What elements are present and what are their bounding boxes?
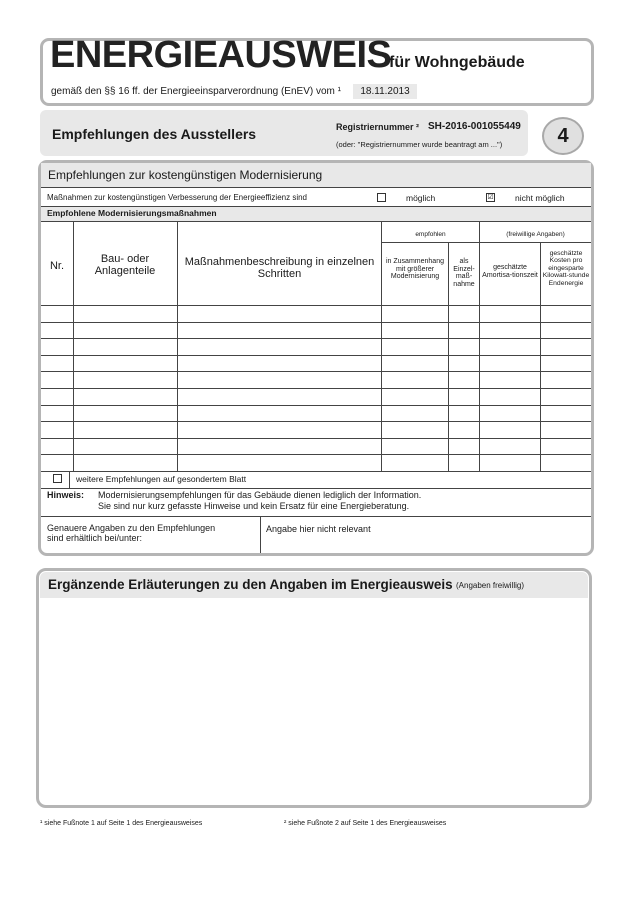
supplementary-optional-note: (Angaben freiwillig) [456, 581, 525, 590]
hint-text [98, 490, 421, 512]
check-icon: ☑ [487, 194, 494, 201]
page-number-badge: 4 [542, 117, 584, 155]
column-header-single: als Einzel-maß-nahme [453, 258, 475, 289]
more-info-line-2: sind erhältlich bei/unter: [47, 533, 143, 544]
document-title: ENERGIEAUSWEIS [50, 34, 392, 76]
measures-text: Maßnahmen zur kostengünstigen Verbesserung der Energieeffizienz sind [47, 193, 308, 202]
registration-number: SH-2016-001055449 [428, 121, 521, 132]
footnote-2: ² siehe Fußnote 2 auf Seite 1 des Energieausweises [284, 820, 447, 827]
regulation-date: 18.11.2013 [353, 84, 417, 99]
column-header-amortization: geschätzte Amortisa-tionszeit [482, 264, 538, 279]
further-recommendations-text: weitere Empfehlungen auf gesondertem Blatt [76, 474, 247, 484]
supplementary-title: Ergänzende Erläuterungen zu den Angaben im Energieausweis [48, 577, 453, 592]
column-group-optional: (freiwillige Angaben) [506, 231, 565, 238]
further-recommendations-checkbox[interactable] [53, 474, 62, 483]
hint-line-2: Sie sind nur kurz gefasste Hinweise und kein Ersatz für eine Energieberatung. [98, 500, 410, 511]
supplementary-panel [36, 568, 592, 808]
registration-label: Registriernummer ² [336, 122, 420, 132]
column-header-combined: in Zusammenhang mit größerer Modernisierung [386, 258, 444, 281]
regulation-text: gemäß den §§ 16 ff. der Energieeinsparverordnung (EnEV) vom ¹ [51, 86, 341, 97]
hint-line-1: Modernisierungsempfehlungen für das Gebäude dienen lediglich der Information. [98, 490, 422, 500]
possible-label: möglich [406, 193, 436, 203]
section-title: Empfehlungen des Ausstellers [52, 126, 257, 142]
more-info-label [47, 523, 215, 544]
more-info-line-1: Genauere Angaben zu den Empfehlungen [47, 523, 216, 533]
more-info-value: Angabe hier nicht relevant [266, 524, 371, 534]
column-header-costs: geschätzte Kosten pro eingesparte Kilowatt-stunde Endenergie [542, 250, 590, 287]
hint-label: Hinweis: [47, 490, 85, 500]
registration-note: (oder: "Registriernummer wurde beantragt am ...") [336, 140, 503, 149]
column-header-description: Maßnahmenbeschreibung in einzelnen Schritten [184, 256, 375, 281]
not-possible-label: nicht möglich [515, 193, 565, 203]
column-header-component: Bau- oder Anlagenteile [94, 253, 156, 278]
column-header-nr: Nr. [49, 260, 65, 272]
cost-effective-title: Empfehlungen zur kostengünstigen Modernisierung [48, 168, 323, 182]
footnote-1: ¹ siehe Fußnote 1 auf Seite 1 des Energieausweises [40, 820, 203, 827]
recommended-title: Empfohlene Modernisierungsmaßnahmen [47, 208, 217, 218]
document-subtitle: für Wohngebäude [389, 54, 525, 71]
column-group-recommended: empfohlen [415, 231, 446, 238]
